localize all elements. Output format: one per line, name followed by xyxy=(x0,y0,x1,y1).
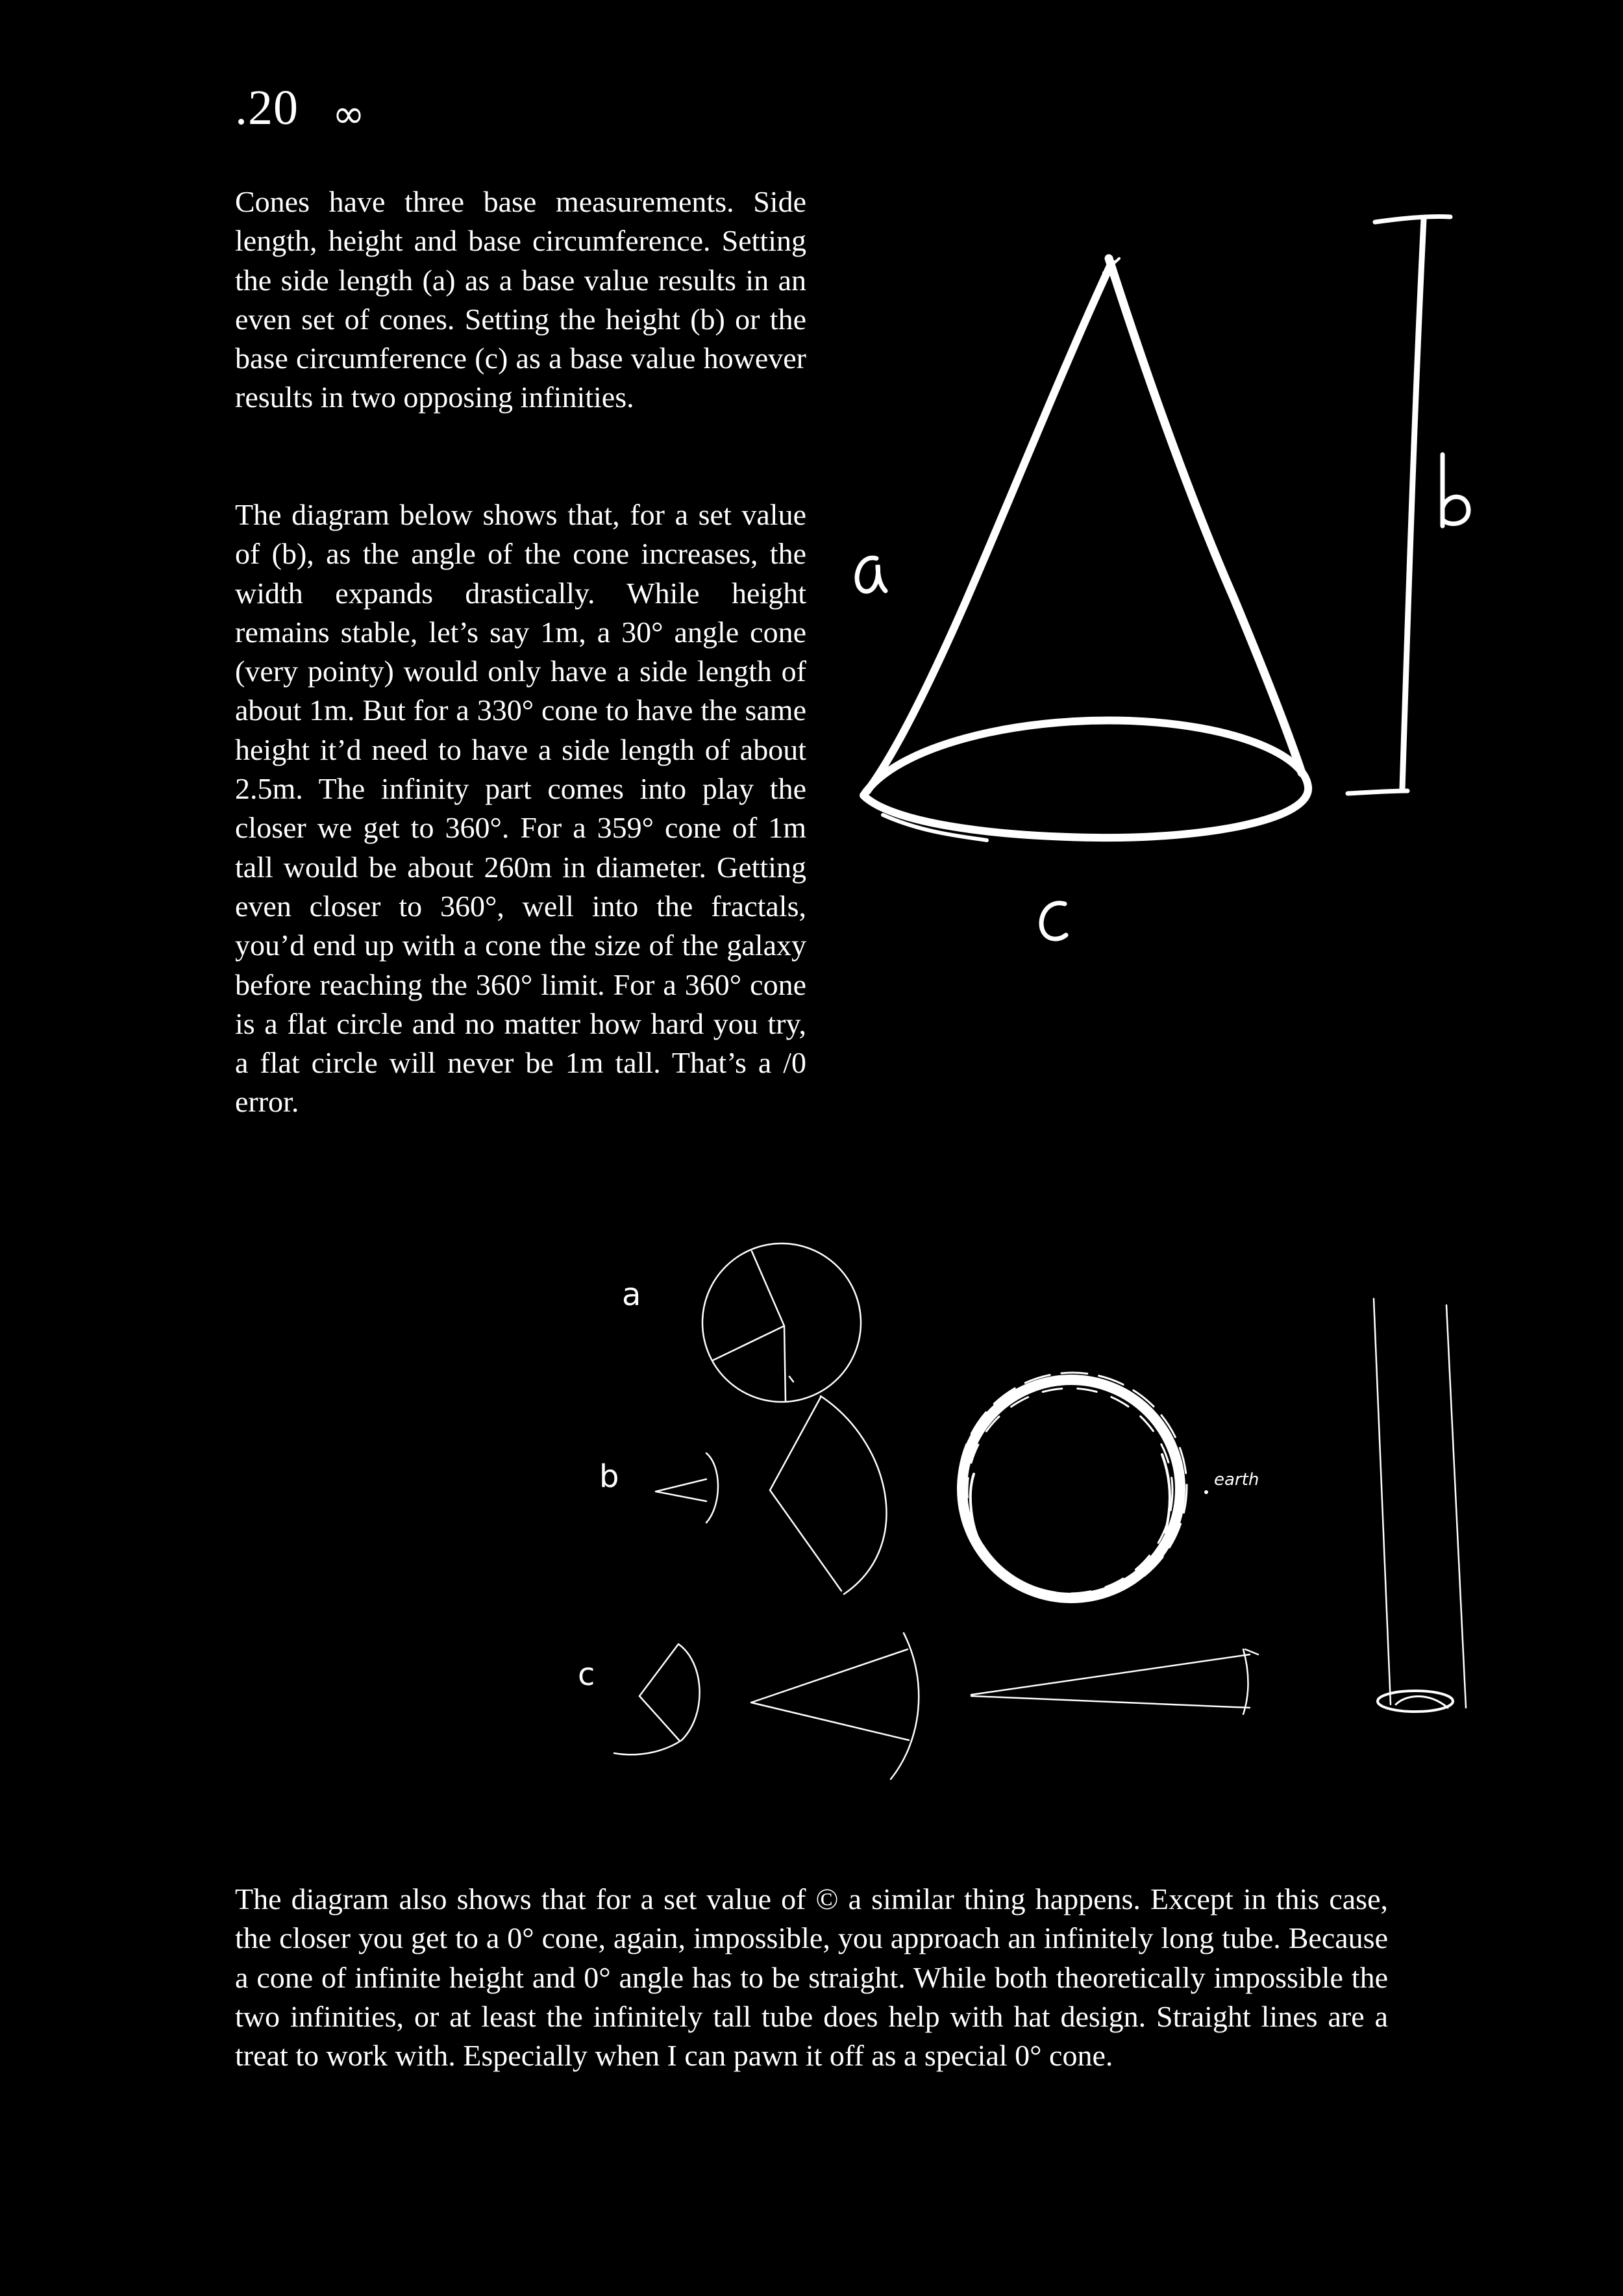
page-number: .20 xyxy=(235,81,299,135)
long-triangle-c xyxy=(971,1649,1258,1714)
earth-label: earth xyxy=(1214,1470,1259,1490)
circumference-paragraph: The diagram also shows that for a set value of © a similar thing happens. Except in this case, the closer you get to a 0° cone, again, impossible, you approach an infinitely long tube. Because a cone of infinite height and 0° angle has to be straight. While both theoretically impossible the two infinities, or at least the infinitely tall tube does help with hat design. Straight lines are a treat to work with. Especially when I can pawn it off as a special 0° cone. xyxy=(235,1882,1388,2073)
medium-triangle-c xyxy=(751,1633,919,1779)
intro-paragraph: Cones have three base measurements. Side length, height and base circumference. Setting the side length (a) as a base value results in an even set of cones. Setting the height (b) or the base circumference (c) as a base value however results in two opposing infinities. xyxy=(235,185,806,414)
small-sector-b xyxy=(656,1453,718,1523)
tube-base xyxy=(1378,1691,1453,1712)
sector-circle-a xyxy=(702,1243,861,1402)
row-label-b: b xyxy=(599,1458,619,1495)
partial-circle-c xyxy=(614,1644,700,1754)
tall-tube xyxy=(1374,1299,1466,1708)
height-paragraph: The diagram below shows that, for a set value of (b), as the angle of the cone increases, the width expands drastically. While height remains stable, let’s say 1m, a 30° angle cone (very pointy) would only have a side length of about 1m. But for a 330° cone to have the same height it’d need to have a side length of about 2.5m. The infinity part comes into play the closer we get to 360°. For a 359° cone of 1m tall would be about 260m in diameter. Getting even closer to 360°, well into the fractals, you’d end up with a cone the size of the galaxy before reaching the 360° limit. For a 360° cone is a flat circle and no matter how hard you try, a flat circle will never be 1m tall. That’s a /0 error. xyxy=(235,498,806,1119)
row-label-a: a xyxy=(622,1277,641,1313)
row-label-c: c xyxy=(578,1656,595,1693)
large-sector-b xyxy=(770,1396,886,1594)
earth-circle xyxy=(962,1380,1180,1598)
infinity-symbol: ∞ xyxy=(332,92,365,137)
